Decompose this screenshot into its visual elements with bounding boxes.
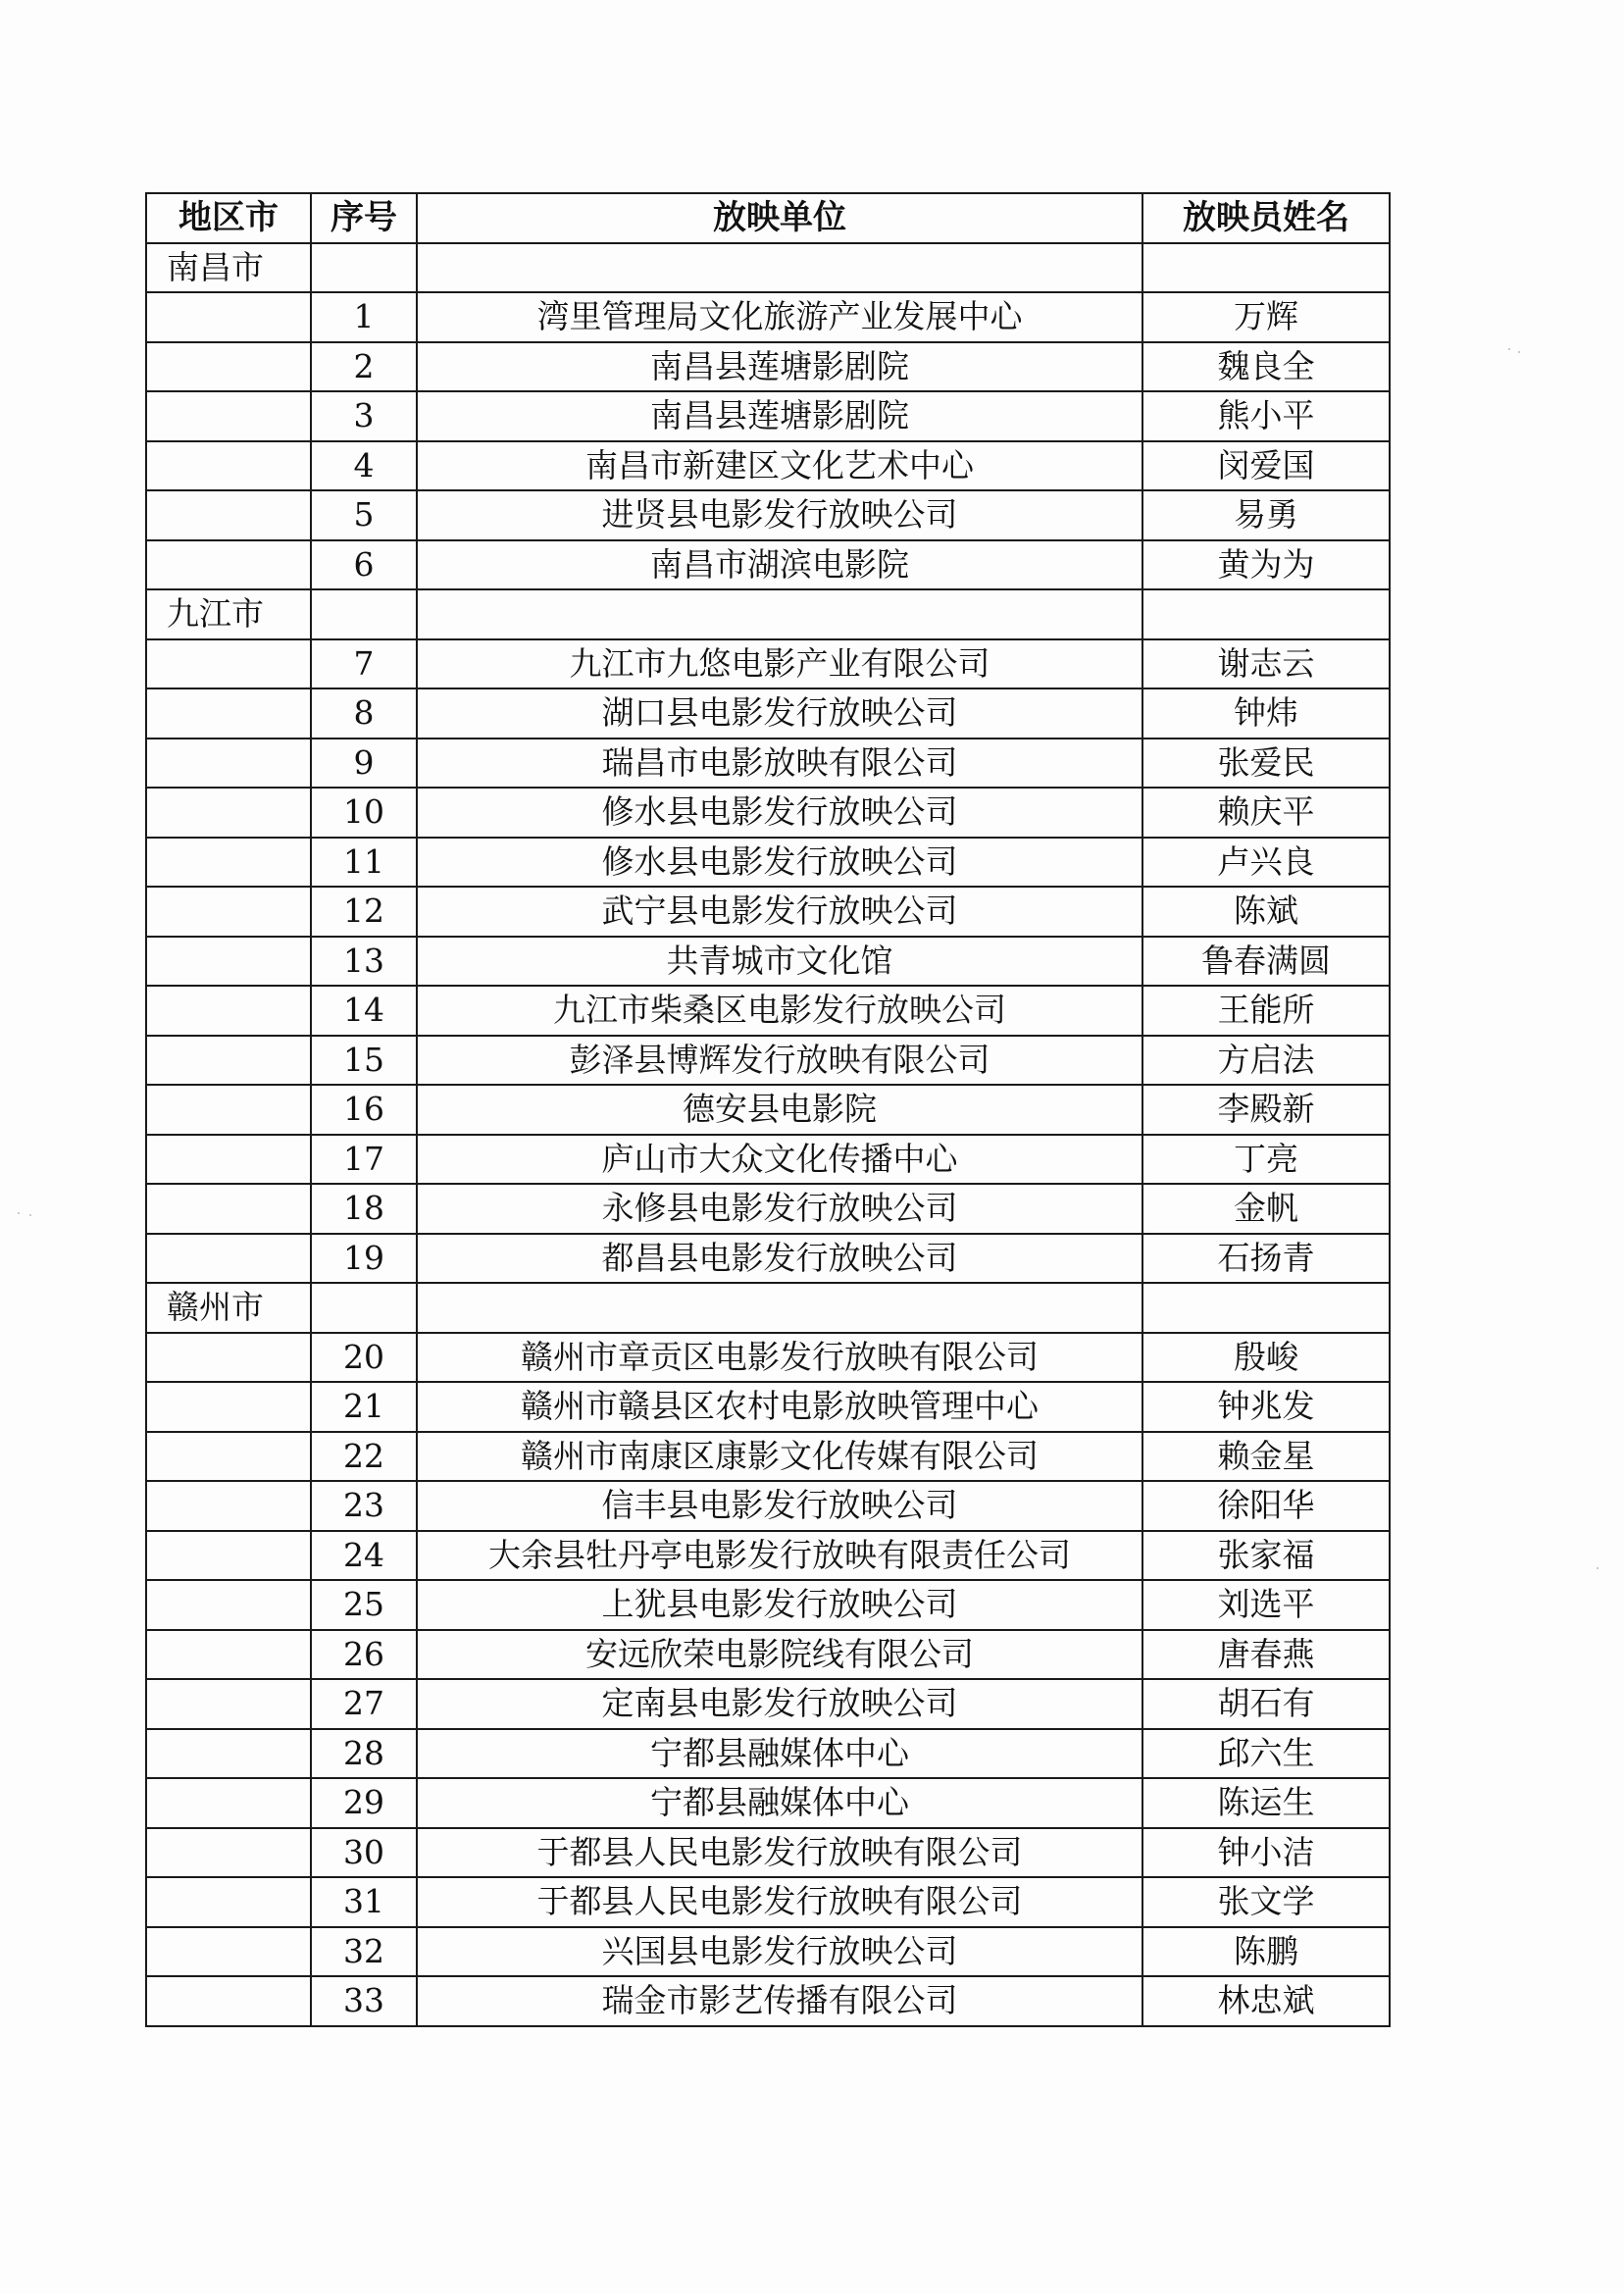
unit-cell: 修水县电影发行放映公司	[417, 838, 1142, 888]
name-cell: 魏良全	[1142, 342, 1390, 392]
name-cell: 邱六生	[1142, 1729, 1390, 1779]
table-row	[146, 688, 1390, 739]
table-row	[146, 1234, 1390, 1284]
unit-cell: 大余县牡丹亭电影发行放映有限责任公司	[417, 1531, 1142, 1581]
unit-cell: 赣州市南康区康影文化传媒有限公司	[417, 1432, 1142, 1482]
table-row	[146, 342, 1390, 392]
unit-cell: 南昌县莲塘影剧院	[417, 342, 1142, 392]
projectionist-table	[145, 192, 1391, 2027]
name-cell: 钟小洁	[1142, 1828, 1390, 1878]
table-row	[146, 1877, 1390, 1927]
seq-cell: 29	[311, 1778, 417, 1828]
table-row	[146, 1481, 1390, 1531]
name-cell: 陈斌	[1142, 887, 1390, 937]
table-row	[146, 1828, 1390, 1878]
name-cell: 赖金星	[1142, 1432, 1390, 1482]
table-row	[146, 1333, 1390, 1383]
seq-cell: 19	[311, 1234, 417, 1284]
table-row	[146, 1432, 1390, 1482]
region-cell	[146, 1481, 311, 1531]
unit-cell: 修水县电影发行放映公司	[417, 788, 1142, 838]
region-cell	[146, 1531, 311, 1581]
name-cell: 赖庆平	[1142, 788, 1390, 838]
seq-cell: 32	[311, 1927, 417, 1977]
name-cell: 张爱民	[1142, 739, 1390, 789]
region-cell	[146, 292, 311, 342]
seq-cell: 6	[311, 540, 417, 590]
seq-cell: 7	[311, 639, 417, 689]
unit-cell: 九江市柴桑区电影发行放映公司	[417, 986, 1142, 1036]
unit-cell: 定南县电影发行放映公司	[417, 1679, 1142, 1729]
name-cell: 钟炜	[1142, 688, 1390, 739]
seq-cell: 21	[311, 1382, 417, 1432]
unit-cell: 德安县电影院	[417, 1085, 1142, 1135]
name-cell: 王能所	[1142, 986, 1390, 1036]
seq-cell: 22	[311, 1432, 417, 1482]
table-row	[146, 1135, 1390, 1185]
seq-cell: 25	[311, 1580, 417, 1630]
region-cell	[146, 1976, 311, 2026]
region-cell	[146, 1877, 311, 1927]
unit-cell: 赣州市赣县区农村电影放映管理中心	[417, 1382, 1142, 1432]
unit-cell: 上犹县电影发行放映公司	[417, 1580, 1142, 1630]
seq-cell: 28	[311, 1729, 417, 1779]
seq-cell: 18	[311, 1184, 417, 1234]
seq-cell: 27	[311, 1679, 417, 1729]
table-row	[146, 639, 1390, 689]
scan-speck	[1508, 348, 1510, 350]
region-cell	[146, 1333, 311, 1383]
unit-cell: 于都县人民电影发行放映有限公司	[417, 1877, 1142, 1927]
seq-cell: 20	[311, 1333, 417, 1383]
scan-speck	[1597, 1567, 1599, 1569]
unit-cell: 宁都县融媒体中心	[417, 1778, 1142, 1828]
region-cell	[146, 788, 311, 838]
seq-cell: 26	[311, 1630, 417, 1680]
region-cell: 南昌市	[146, 243, 311, 293]
name-cell	[1142, 589, 1390, 639]
table-row	[146, 1927, 1390, 1977]
seq-cell: 15	[311, 1036, 417, 1086]
unit-cell	[417, 589, 1142, 639]
name-cell: 熊小平	[1142, 391, 1390, 441]
region-cell	[146, 1382, 311, 1432]
name-cell: 殷峻	[1142, 1333, 1390, 1383]
unit-cell: 庐山市大众文化传播中心	[417, 1135, 1142, 1185]
name-cell	[1142, 1283, 1390, 1333]
region-cell	[146, 1679, 311, 1729]
name-cell: 张家福	[1142, 1531, 1390, 1581]
name-cell: 唐春燕	[1142, 1630, 1390, 1680]
table-row	[146, 838, 1390, 888]
region-row	[146, 243, 1390, 293]
seq-cell: 9	[311, 739, 417, 789]
region-cell	[146, 1729, 311, 1779]
table-row	[146, 292, 1390, 342]
table-row	[146, 1679, 1390, 1729]
region-cell	[146, 391, 311, 441]
seq-cell: 11	[311, 838, 417, 888]
scan-speck	[29, 1214, 31, 1216]
unit-cell: 永修县电影发行放映公司	[417, 1184, 1142, 1234]
name-cell: 万辉	[1142, 292, 1390, 342]
table-row	[146, 540, 1390, 590]
table-row	[146, 1729, 1390, 1779]
region-cell	[146, 441, 311, 491]
scan-speck	[18, 1212, 20, 1214]
table-row	[146, 1531, 1390, 1581]
header-unit: 放映单位	[417, 193, 1142, 243]
table-row	[146, 1382, 1390, 1432]
name-cell: 陈鹏	[1142, 1927, 1390, 1977]
name-cell: 石扬青	[1142, 1234, 1390, 1284]
region-cell	[146, 342, 311, 392]
seq-cell: 14	[311, 986, 417, 1036]
seq-cell	[311, 243, 417, 293]
region-cell: 赣州市	[146, 1283, 311, 1333]
seq-cell: 5	[311, 490, 417, 540]
region-cell	[146, 688, 311, 739]
region-cell	[146, 1778, 311, 1828]
name-cell: 徐阳华	[1142, 1481, 1390, 1531]
unit-cell	[417, 243, 1142, 293]
unit-cell: 都昌县电影发行放映公司	[417, 1234, 1142, 1284]
region-cell	[146, 1927, 311, 1977]
seq-cell: 4	[311, 441, 417, 491]
header-projectionist: 放映员姓名	[1142, 193, 1390, 243]
table-row	[146, 490, 1390, 540]
seq-cell: 24	[311, 1531, 417, 1581]
table-row	[146, 887, 1390, 937]
table-row	[146, 441, 1390, 491]
table-row	[146, 391, 1390, 441]
seq-cell: 3	[311, 391, 417, 441]
region-cell	[146, 739, 311, 789]
name-cell: 鲁春满圆	[1142, 937, 1390, 987]
unit-cell: 瑞昌市电影放映有限公司	[417, 739, 1142, 789]
table-row	[146, 1976, 1390, 2026]
table-header-row	[146, 193, 1390, 243]
unit-cell: 九江市九悠电影产业有限公司	[417, 639, 1142, 689]
scan-speck	[1518, 351, 1520, 353]
region-cell	[146, 1036, 311, 1086]
seq-cell: 2	[311, 342, 417, 392]
region-cell	[146, 1184, 311, 1234]
unit-cell: 武宁县电影发行放映公司	[417, 887, 1142, 937]
table-row	[146, 788, 1390, 838]
table-row	[146, 739, 1390, 789]
region-cell	[146, 1828, 311, 1878]
region-row	[146, 1283, 1390, 1333]
table-row	[146, 1036, 1390, 1086]
seq-cell: 23	[311, 1481, 417, 1531]
region-cell	[146, 639, 311, 689]
region-cell	[146, 1580, 311, 1630]
name-cell: 黄为为	[1142, 540, 1390, 590]
name-cell: 林忠斌	[1142, 1976, 1390, 2026]
seq-cell: 13	[311, 937, 417, 987]
table-row	[146, 937, 1390, 987]
table-body	[146, 243, 1390, 2026]
name-cell: 张文学	[1142, 1877, 1390, 1927]
region-cell	[146, 986, 311, 1036]
name-cell: 金帆	[1142, 1184, 1390, 1234]
region-cell	[146, 540, 311, 590]
seq-cell	[311, 589, 417, 639]
unit-cell: 信丰县电影发行放映公司	[417, 1481, 1142, 1531]
table-row	[146, 1778, 1390, 1828]
seq-cell: 1	[311, 292, 417, 342]
name-cell: 易勇	[1142, 490, 1390, 540]
unit-cell: 安远欣荣电影院线有限公司	[417, 1630, 1142, 1680]
seq-cell: 31	[311, 1877, 417, 1927]
unit-cell: 兴国县电影发行放映公司	[417, 1927, 1142, 1977]
table-row	[146, 986, 1390, 1036]
region-cell	[146, 887, 311, 937]
seq-cell: 10	[311, 788, 417, 838]
unit-cell: 瑞金市影艺传播有限公司	[417, 1976, 1142, 2026]
unit-cell: 赣州市章贡区电影发行放映有限公司	[417, 1333, 1142, 1383]
name-cell: 谢志云	[1142, 639, 1390, 689]
unit-cell: 共青城市文化馆	[417, 937, 1142, 987]
unit-cell: 南昌县莲塘影剧院	[417, 391, 1142, 441]
region-cell	[146, 1234, 311, 1284]
unit-cell: 南昌市新建区文化艺术中心	[417, 441, 1142, 491]
unit-cell: 南昌市湖滨电影院	[417, 540, 1142, 590]
unit-cell: 于都县人民电影发行放映有限公司	[417, 1828, 1142, 1878]
name-cell: 闵爱国	[1142, 441, 1390, 491]
region-cell	[146, 1630, 311, 1680]
unit-cell: 进贤县电影发行放映公司	[417, 490, 1142, 540]
region-cell	[146, 1135, 311, 1185]
region-cell	[146, 838, 311, 888]
unit-cell: 彭泽县博辉发行放映有限公司	[417, 1036, 1142, 1086]
seq-cell: 16	[311, 1085, 417, 1135]
region-cell	[146, 1085, 311, 1135]
region-row	[146, 589, 1390, 639]
name-cell: 方启法	[1142, 1036, 1390, 1086]
header-region: 地区市	[146, 193, 311, 243]
name-cell: 卢兴良	[1142, 838, 1390, 888]
name-cell: 刘选平	[1142, 1580, 1390, 1630]
region-cell	[146, 937, 311, 987]
seq-cell: 17	[311, 1135, 417, 1185]
name-cell: 陈运生	[1142, 1778, 1390, 1828]
seq-cell: 12	[311, 887, 417, 937]
seq-cell: 30	[311, 1828, 417, 1878]
name-cell: 丁亮	[1142, 1135, 1390, 1185]
unit-cell: 宁都县融媒体中心	[417, 1729, 1142, 1779]
seq-cell: 33	[311, 1976, 417, 2026]
region-cell	[146, 1432, 311, 1482]
name-cell: 胡石有	[1142, 1679, 1390, 1729]
unit-cell: 湾里管理局文化旅游产业发展中心	[417, 292, 1142, 342]
name-cell: 李殿新	[1142, 1085, 1390, 1135]
seq-cell	[311, 1283, 417, 1333]
unit-cell	[417, 1283, 1142, 1333]
table-row	[146, 1630, 1390, 1680]
header-seq: 序号	[311, 193, 417, 243]
unit-cell: 湖口县电影发行放映公司	[417, 688, 1142, 739]
seq-cell: 8	[311, 688, 417, 739]
name-cell	[1142, 243, 1390, 293]
region-cell: 九江市	[146, 589, 311, 639]
region-cell	[146, 490, 311, 540]
table-row	[146, 1184, 1390, 1234]
table-row	[146, 1085, 1390, 1135]
name-cell: 钟兆发	[1142, 1382, 1390, 1432]
table-row	[146, 1580, 1390, 1630]
